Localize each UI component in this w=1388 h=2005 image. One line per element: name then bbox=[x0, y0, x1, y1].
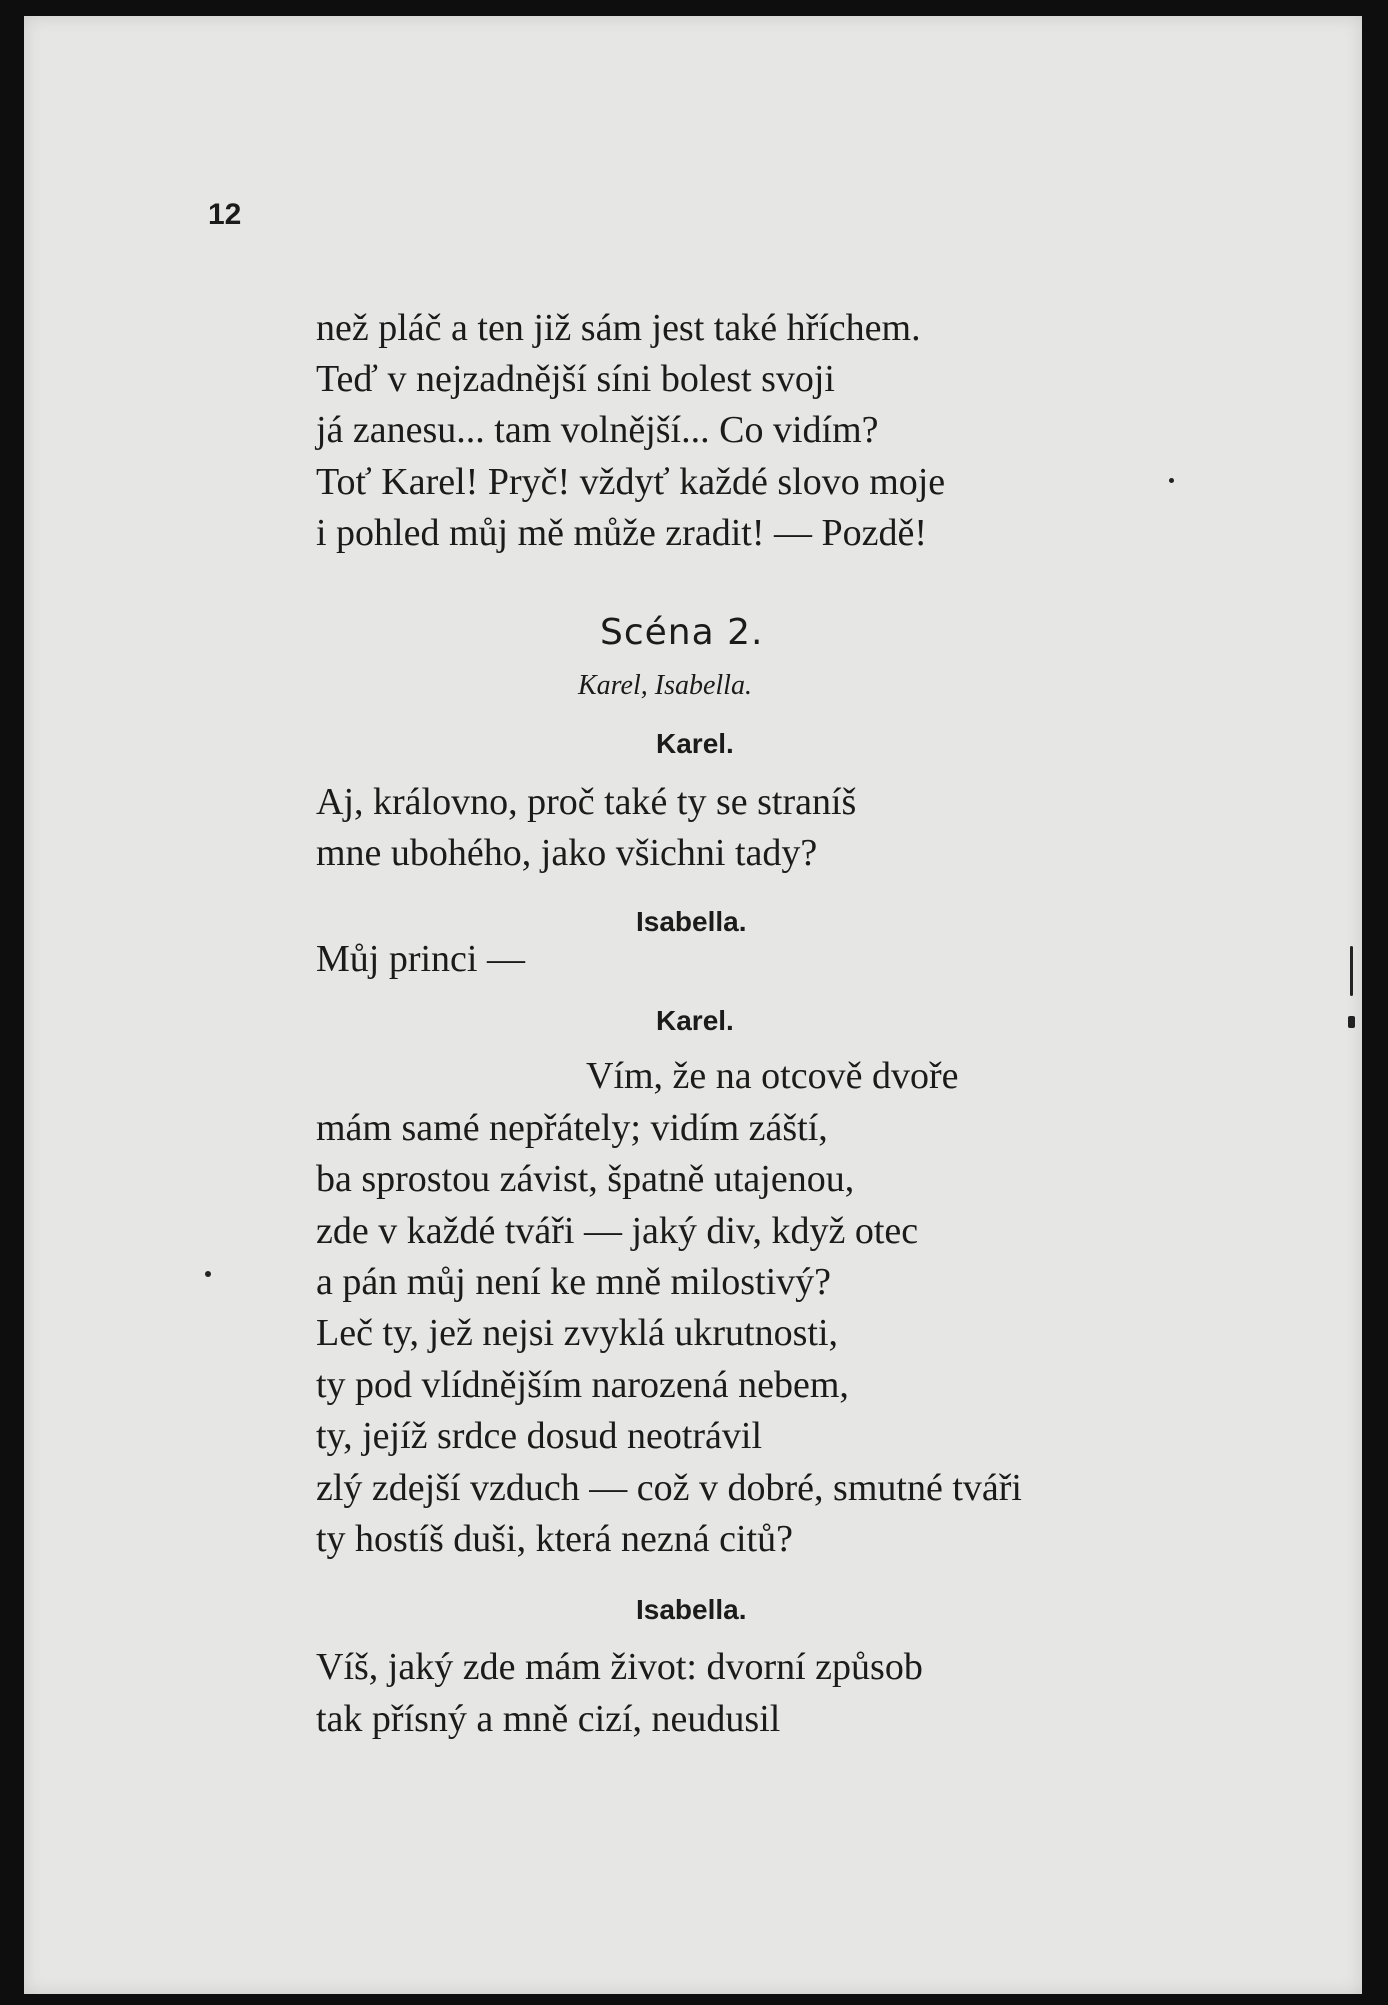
speaker-name: Karel. bbox=[656, 1005, 734, 1036]
verse-line: mám samé nepřátely; vidím záští, bbox=[316, 1107, 828, 1149]
print-speck bbox=[205, 1271, 211, 1277]
verse-line: ba sprostou závist, špatně utajenou, bbox=[316, 1158, 855, 1200]
verse-line: Víš, jaký zde mám život: dvorní způsob bbox=[316, 1646, 923, 1688]
page-number: 12 bbox=[208, 198, 242, 231]
speaker-name: Isabella. bbox=[636, 1594, 747, 1625]
verse-line: tak přísný a mně cizí, neudusil bbox=[316, 1698, 781, 1740]
verse-line: i pohled můj mě může zradit! — Pozdě! bbox=[316, 512, 927, 554]
verse-line: než pláč a ten již sám jest také hříchem. bbox=[316, 307, 921, 349]
verse-line: ty hostíš duši, která nezná citů? bbox=[316, 1518, 793, 1560]
scene-persons: Karel, Isabella. bbox=[578, 670, 752, 701]
verse-line: ty pod vlídnějším narozená nebem, bbox=[316, 1364, 849, 1406]
scene-title: Scéna 2. bbox=[600, 612, 764, 653]
speaker-name: Karel. bbox=[656, 728, 734, 759]
page-edge-mark bbox=[1350, 946, 1353, 996]
speaker-name: Isabella. bbox=[636, 906, 747, 937]
verse-line: zde v každé tváři — jaký div, když otec bbox=[316, 1210, 919, 1252]
verse-line: Teď v nejzadnější síni bolest svoji bbox=[316, 358, 835, 400]
print-speck bbox=[1348, 1016, 1355, 1028]
verse-line: a pán můj není ke mně milostivý? bbox=[316, 1261, 832, 1303]
verse-line: já zanesu... tam volnější... Co vidím? bbox=[316, 409, 879, 451]
verse-line: Toť Karel! Pryč! vždyť každé slovo moje bbox=[316, 461, 946, 503]
print-speck bbox=[1169, 478, 1174, 483]
verse-line: Aj, královno, proč také ty se straníš bbox=[316, 781, 857, 823]
verse-line: Můj princi — bbox=[316, 938, 525, 980]
verse-line: zlý zdejší vzduch — což v dobré, smutné tváři bbox=[316, 1467, 1022, 1509]
verse-line: ty, jejíž srdce dosud neotrávil bbox=[316, 1415, 763, 1457]
verse-line: mne ubohého, jako všichni tady? bbox=[316, 832, 818, 874]
verse-line: Vím, že na otcově dvoře bbox=[586, 1055, 959, 1097]
verse-line: Leč ty, jež nejsi zvyklá ukrutnosti, bbox=[316, 1312, 838, 1354]
